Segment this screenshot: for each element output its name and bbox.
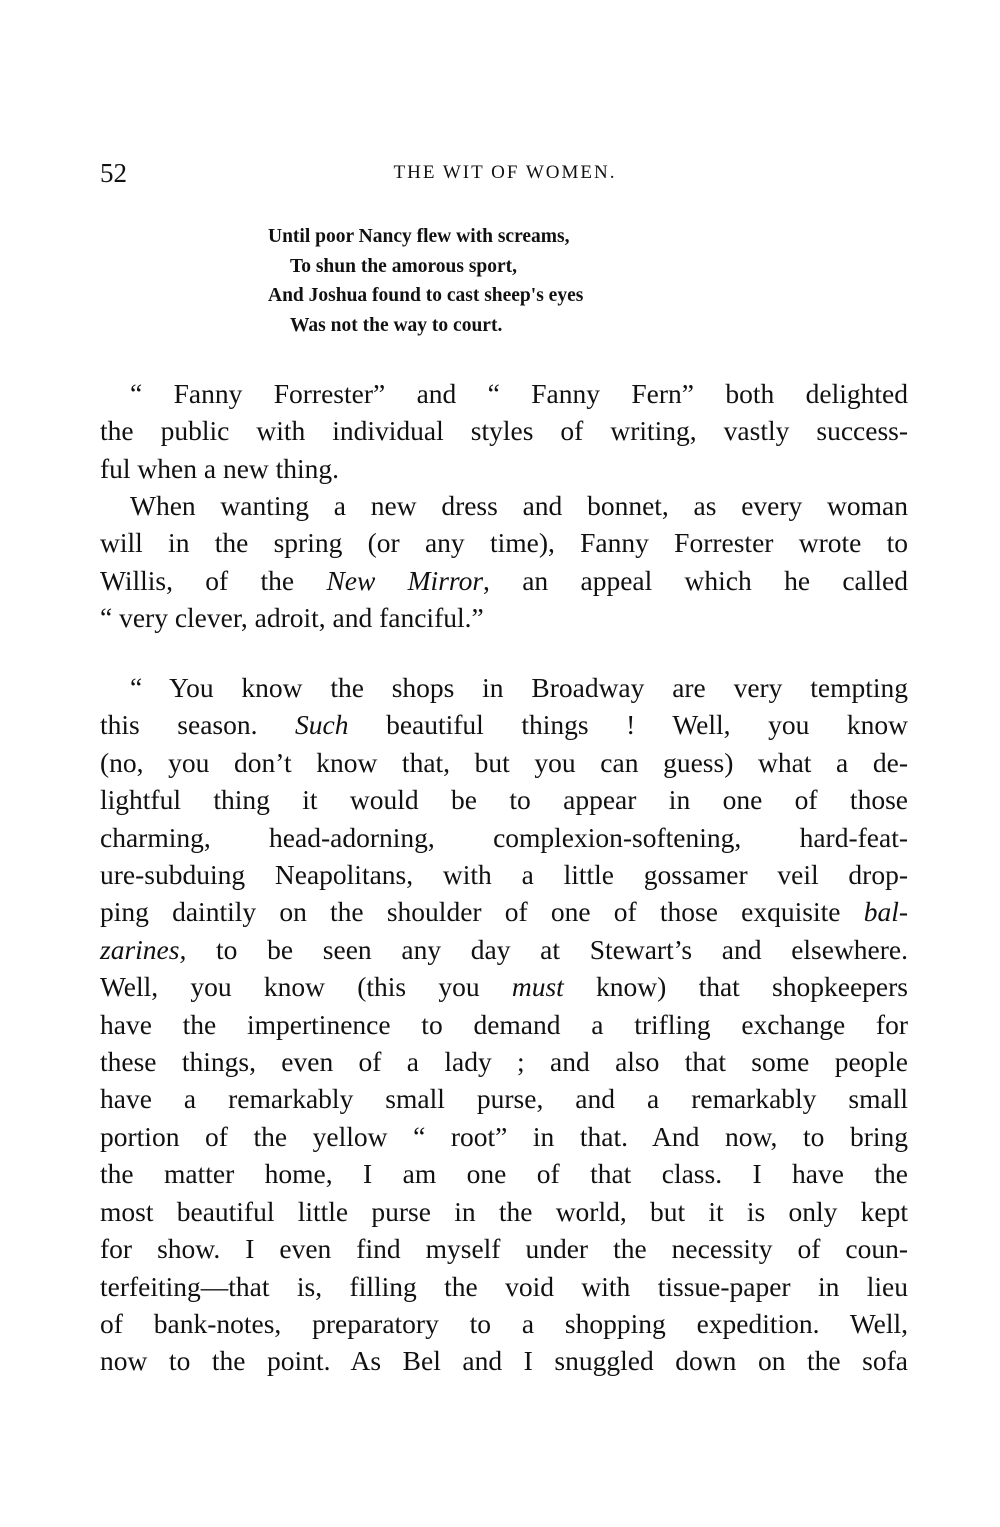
text-line xyxy=(100,1268,908,1305)
text-run: have a remarkably small purse, and a remarkably small xyxy=(100,1083,908,1115)
text-line xyxy=(100,562,908,599)
text-line xyxy=(100,599,908,636)
text-line xyxy=(100,706,908,743)
text-run: these things, even of a lady ; and also that some people xyxy=(100,1046,908,1078)
italic-text: cast sheep's eyes xyxy=(446,285,584,306)
text-run: have the impertinence to demand a trifling exchange for xyxy=(100,1008,908,1040)
text-run: When wanting a new dress and bonnet, as every woman xyxy=(130,490,908,521)
italic-text: New Mirror xyxy=(326,564,484,596)
paragraph-1 xyxy=(100,375,908,487)
text-run: this season. xyxy=(100,709,296,741)
italic-text: zarines, xyxy=(100,933,187,965)
text-run: ping daintily on the shoulder of one of those exquisite xyxy=(100,896,864,928)
italic-text: bal- xyxy=(863,896,908,928)
text-line xyxy=(100,1342,908,1379)
text-line xyxy=(100,412,908,449)
italic-text: must xyxy=(511,971,564,1003)
text-line xyxy=(100,1193,908,1230)
text-line xyxy=(100,375,908,412)
text-run: ful when a new thing. xyxy=(100,452,340,484)
verse-line xyxy=(268,252,583,282)
text-run: Was not the way to court. xyxy=(290,314,503,336)
text-run: will in the spring (or any time), Fanny Forrester wrote to xyxy=(100,527,908,559)
paragraph-3 xyxy=(100,669,908,1380)
text-line xyxy=(100,450,908,487)
text-line xyxy=(100,487,908,524)
text-line xyxy=(100,1118,908,1155)
text-run: the public with individual styles of writing, vastly success- xyxy=(100,415,908,447)
text-run: terfeiting—that is, filling the void with tissue-paper in lieu xyxy=(100,1270,908,1302)
text-line xyxy=(100,1155,908,1192)
verse-line xyxy=(268,311,583,341)
text-line xyxy=(100,1305,908,1342)
text-run: know) that shopkeepers xyxy=(563,971,908,1003)
text-run: lightful thing it would be to appear in one of those xyxy=(100,784,908,816)
verse-line xyxy=(268,281,583,311)
text-run: , an appeal which he called xyxy=(483,564,908,596)
running-head: THE WIT OF WOMEN. xyxy=(393,162,617,183)
text-run: portion of the yellow “ root” in that. And now, to bring xyxy=(100,1120,908,1152)
text-run: “ very clever, adroit, and fanciful.” xyxy=(100,602,484,634)
text-run: (no, you don’t know that, but you can guess) what a de- xyxy=(100,746,908,778)
text-line xyxy=(100,931,908,968)
text-run: “ You know the shops in Broadway are very tempting xyxy=(130,672,908,703)
text-run: to be seen any day at Stewart’s and elsewhere. xyxy=(186,933,908,965)
text-run: beautiful things ! Well, you know xyxy=(348,709,908,741)
text-line xyxy=(100,781,908,818)
text-run: of bank-notes, preparatory to a shopping expedition. Well, xyxy=(100,1307,908,1339)
text-run: for show. I even find myself under the necessity of coun- xyxy=(100,1233,908,1265)
text-line xyxy=(100,524,908,561)
text-run: charming, head-adorning, complexion-softening, hard-feat- xyxy=(100,821,908,853)
text-line xyxy=(100,819,908,856)
paragraph-2 xyxy=(100,487,908,637)
verse-line xyxy=(268,222,583,252)
text-line xyxy=(100,1080,908,1117)
text-line xyxy=(100,1043,908,1080)
text-line xyxy=(100,1006,908,1043)
text-line xyxy=(100,968,908,1005)
text-line xyxy=(100,856,908,893)
italic-text: Such xyxy=(295,709,349,741)
text-line xyxy=(100,1230,908,1267)
verse-block xyxy=(268,222,583,340)
text-run: Willis, of the xyxy=(100,564,327,596)
text-run: “ Fanny Forrester” and “ Fanny Fern” both delighted xyxy=(130,378,908,409)
text-run: To shun the amorous sport, xyxy=(290,255,518,277)
text-run: most beautiful little purse in the world, but it is only kept xyxy=(100,1195,908,1227)
text-run: now to the point. As Bel and I snuggled down on the sofa xyxy=(100,1345,908,1377)
text-run: the matter home, I am one of that class. I have the xyxy=(100,1158,908,1190)
text-run: Until poor Nancy flew with screams, xyxy=(268,226,570,247)
text-line xyxy=(100,893,908,930)
text-line xyxy=(100,669,908,706)
text-line xyxy=(100,744,908,781)
text-run: ure-subduing Neapolitans, with a little gossamer veil drop- xyxy=(100,859,908,891)
text-run: And Joshua found to xyxy=(268,285,447,306)
text-run: Well, you know (this you xyxy=(100,971,512,1003)
page-number: 52 xyxy=(100,158,127,188)
